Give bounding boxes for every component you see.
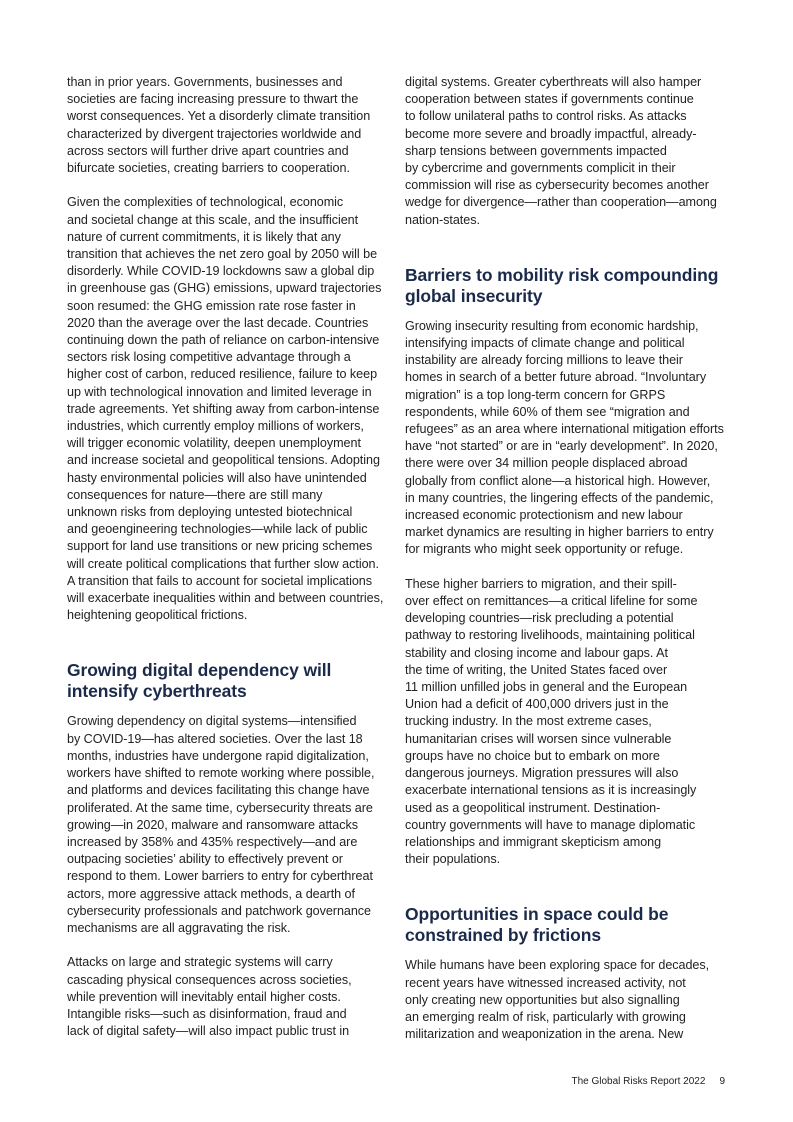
text-line: relationships and immigrant skepticism among: [405, 834, 662, 849]
text-line: 11 million unfilled jobs in general and the European: [405, 680, 688, 695]
text-line: consequences for nature—there are still many: [67, 487, 323, 502]
text-line: heightening geopolitical frictions.: [67, 608, 248, 623]
text-line: characterized by divergent trajectories worldwide and: [67, 126, 362, 141]
text-line: bifurcate societies, creating barriers to cooperation.: [67, 161, 350, 176]
text-line: instability are already forcing millions to leave their: [405, 353, 683, 368]
text-line: worst consequences. Yet a disorderly climate transition: [67, 109, 371, 124]
text-line: militarization and weaponization in the arena. New: [405, 1027, 684, 1042]
text-line: While humans have been exploring space for decades,: [405, 958, 710, 973]
text-line: exacerbate international tensions as it is increasingly: [405, 783, 697, 798]
text-line: continuing down the path of reliance on carbon-intensive: [67, 333, 380, 348]
text-line: cybersecurity professionals and patchwork governance: [67, 903, 372, 918]
text-line: actors, more aggressive attack methods, a dearth of: [67, 886, 355, 901]
text-line: up with technological innovation and limited leverage in: [67, 384, 372, 399]
text-line: These higher barriers to migration, and their spill-: [405, 576, 677, 591]
text-line: support for land use transitions or new pricing schemes: [67, 539, 373, 554]
heading-line: global insecurity: [405, 285, 543, 306]
text-line: used as a geopolitical instrument. Destination-: [405, 800, 661, 815]
text-line: country governments will have to manage diplomatic: [405, 817, 696, 832]
text-line: Intangible risks—such as disinformation, fraud and: [67, 1006, 347, 1021]
text-line: increased economic protectionism and new labour: [405, 508, 683, 523]
text-line: there were over 34 million people displaced abroad: [405, 456, 688, 471]
text-line: will create political complications that further slow action.: [67, 556, 379, 571]
text-line: globally from conflict alone—a historical high. However,: [405, 473, 711, 488]
heading-line: intensify cyberthreats: [67, 681, 247, 702]
paragraph-digital-dependency: [67, 713, 389, 937]
text-line: homes in search of a better future abroad. “Involuntary: [405, 370, 707, 385]
text-line: nation-states.: [405, 212, 480, 227]
text-line: proliferated. At the same time, cybersecurity threats are: [67, 800, 373, 815]
text-line: dangerous journeys. Migration pressures will also: [405, 766, 679, 781]
text-line: growing—in 2020, malware and ransomware attacks: [67, 817, 358, 832]
left-column: [67, 74, 389, 1040]
text-line: across sectors will further drive apart countries and: [67, 143, 349, 158]
heading-line: Growing digital dependency will: [67, 660, 332, 681]
text-line: market dynamics are resulting in higher barriers to entry: [405, 525, 714, 540]
text-line: increased by 358% and 435% respectively—and are: [67, 834, 358, 849]
text-line: Given the complexities of technological, economic: [67, 195, 344, 210]
text-line: pathway to restoring livelihoods, maintaining political: [405, 628, 695, 643]
text-line: societies are facing increasing pressure to thwart the: [67, 92, 359, 107]
text-line: and societal change at this scale, and the insufficient: [67, 212, 359, 227]
paragraph-climate-transition: [67, 74, 389, 177]
paragraph-net-zero: [67, 194, 389, 624]
text-line: respond to them. Lower barriers to entry for cyberthreat: [67, 869, 373, 884]
text-line: only creating new opportunities but also signalling: [405, 992, 680, 1007]
text-line: respondents, while 60% of them see “migration and: [405, 404, 690, 419]
text-line: humanitarian crises will worsen since vulnerable: [405, 731, 672, 746]
heading-line: Opportunities in space could be: [405, 904, 669, 925]
text-line: by COVID-19—has altered societies. Over the last 18: [67, 731, 363, 746]
text-line: trucking industry. In the most extreme cases,: [405, 714, 652, 729]
text-line: workers have shifted to remote working where possible,: [67, 766, 375, 781]
text-line: sharp tensions between governments impacted: [405, 143, 667, 158]
text-line: migration” is a top long-term concern for GRPS: [405, 387, 666, 402]
text-line: Attacks on large and strategic systems will carry: [67, 955, 333, 970]
heading-space-opportunities: [405, 904, 727, 946]
text-line: cascading physical consequences across societies,: [67, 972, 352, 987]
text-line: and geoengineering technologies—while lack of public: [67, 522, 368, 537]
text-line: their populations.: [405, 852, 501, 867]
heading-line: Barriers to mobility risk compounding: [405, 264, 719, 285]
text-line: hasty environmental policies will also have unintended: [67, 470, 367, 485]
text-line: commission will rise as cybersecurity becomes another: [405, 178, 709, 193]
text-line: months, industries have undergone rapid digitalization,: [67, 748, 369, 763]
heading-digital-dependency: [67, 660, 389, 702]
page-footer: [571, 1076, 725, 1087]
text-line: transition that achieves the net zero goal by 2050 will be: [67, 247, 378, 262]
text-line: higher cost of carbon, reduced resilience, failure to keep: [67, 367, 378, 382]
paragraph-cyberthreats: [405, 74, 727, 229]
text-line: than in prior years. Governments, businesses and: [67, 75, 343, 89]
page-number: 9: [719, 1076, 725, 1087]
text-line: cooperation between states if governments continue: [405, 92, 694, 107]
paragraph-strategic-attacks: [67, 954, 389, 1040]
heading-mobility-barriers: [405, 265, 727, 307]
text-line: unknown risks from deploying untested biotechnical: [67, 505, 353, 520]
text-line: wedge for divergence—rather than cooperation—among: [405, 195, 717, 210]
text-line: trade agreements. Yet shifting away from carbon-intense: [67, 401, 380, 416]
paragraph-migration-barriers: [405, 576, 727, 868]
right-column: [405, 74, 727, 1043]
text-line: mechanisms are all aggravating the risk.: [67, 920, 291, 935]
text-line: Growing insecurity resulting from economic hardship,: [405, 318, 699, 333]
report-title: The Global Risks Report 2022: [571, 1076, 706, 1087]
text-line: nature of current commitments, it is likely that any: [67, 229, 341, 244]
text-line: refugees” as an area where international mitigation efforts: [405, 422, 724, 437]
text-line: have “not started” or are in “early development”. In 2020,: [405, 439, 718, 454]
text-line: developing countries—risk precluding a potential: [405, 611, 674, 626]
text-line: in greenhouse gas (GHG) emissions, upward trajectories: [67, 281, 382, 296]
text-line: over effect on remittances—a critical lifeline for some: [405, 594, 698, 609]
text-line: become more severe and broadly impactful, already-: [405, 126, 697, 141]
text-line: an emerging realm of risk, particularly with growing: [405, 1009, 686, 1024]
text-line: and platforms and devices facilitating this change have: [67, 783, 370, 798]
text-line: the time of writing, the United States faced over: [405, 662, 668, 677]
text-line: groups have no choice but to embark on more: [405, 748, 660, 763]
text-line: while prevention will inevitably entail higher costs.: [67, 989, 341, 1004]
text-line: Union had a deficit of 400,000 drivers just in the: [405, 697, 669, 712]
text-line: sectors risk losing competitive advantage through a: [67, 350, 351, 365]
text-line: to follow unilateral paths to control risks. As attacks: [405, 109, 687, 124]
text-line: by cybercrime and governments complicit in their: [405, 161, 676, 176]
text-line: and increase societal and geopolitical tensions. Adopting: [67, 453, 380, 468]
paragraph-space-exploration: [405, 957, 727, 1043]
text-line: 2020 than the average over the last decade. Countries: [67, 315, 369, 330]
text-line: for migrants who might seek opportunity or refuge.: [405, 542, 684, 557]
text-line: intensifying impacts of climate change and political: [405, 336, 685, 351]
text-line: soon resumed: the GHG emission rate rose faster in: [67, 298, 356, 313]
text-line: in many countries, the lingering effects of the pandemic,: [405, 490, 714, 505]
text-line: A transition that fails to account for societal implications: [67, 573, 372, 588]
text-line: Growing dependency on digital systems—intensified: [67, 714, 357, 729]
text-line: digital systems. Greater cyberthreats will also hamper: [405, 75, 702, 89]
heading-line: constrained by frictions: [405, 925, 601, 946]
text-line: industries, which currently employ millions of workers,: [67, 419, 364, 434]
text-line: recent years have witnessed increased activity, not: [405, 975, 686, 990]
text-line: stability and closing income and labour gaps. At: [405, 645, 668, 660]
text-line: will trigger economic volatility, deepen unemployment: [67, 436, 361, 451]
text-line: will exacerbate inequalities within and between countries,: [67, 591, 384, 606]
text-line: lack of digital safety—will also impact public trust in: [67, 1024, 350, 1039]
text-line: outpacing societies’ ability to effectively prevent or: [67, 852, 343, 867]
paragraph-insecurity-migration: [405, 318, 727, 559]
text-line: disorderly. While COVID-19 lockdowns saw a global dip: [67, 264, 375, 279]
